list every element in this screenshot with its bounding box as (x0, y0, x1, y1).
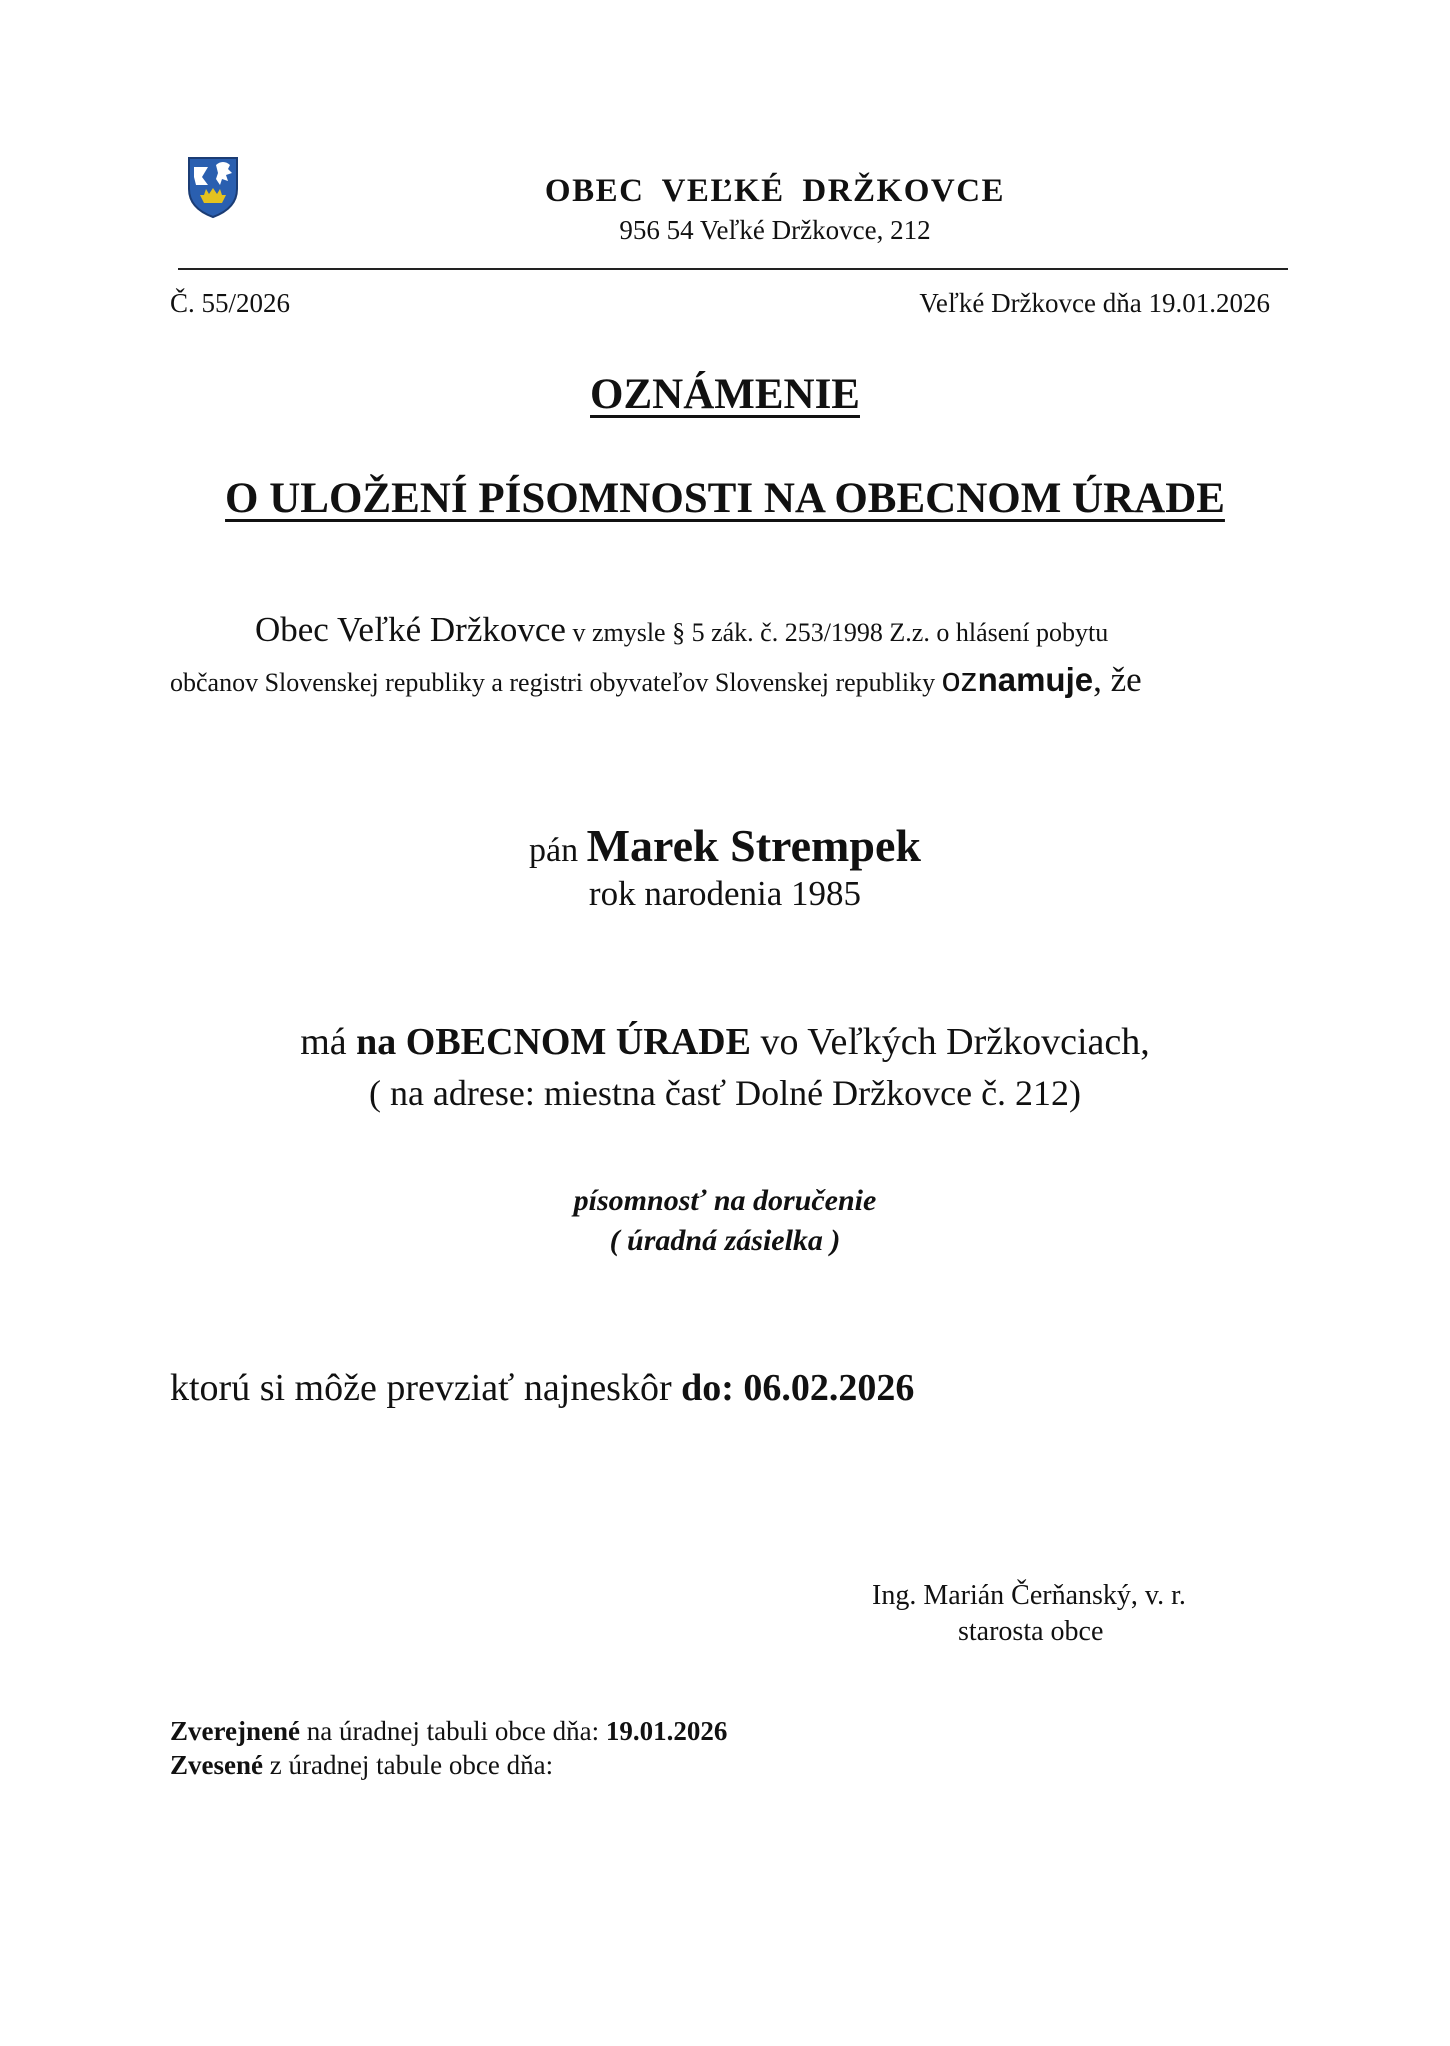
office-line-1-end: vo Veľkých Držkovciach, (750, 1021, 1150, 1063)
intro-verb-part-1: oz (941, 661, 978, 699)
birth-year: rok narodenia 1985 (588, 874, 862, 913)
intro-line-2 (170, 658, 1142, 709)
reference-number: Č. 55/2026 (170, 288, 291, 318)
intro-line-1 (255, 608, 1108, 659)
document-type: písomnosť na doručenie (573, 1184, 877, 1217)
header-divider (178, 268, 1288, 270)
place-date: Veľké Držkovce dňa 19.01.2026 (919, 288, 1270, 318)
document-title-text: OZNÁMENIE (590, 371, 860, 418)
removed-label: Zvesené (170, 1750, 263, 1780)
removed-text: z úradnej tabule obce dňa: (262, 1750, 554, 1780)
signatory-name: Ing. Marián Čerňanský, v. r. (872, 1580, 1186, 1611)
removed-line (170, 1748, 553, 1782)
pickup-deadline-text: ktorú si môže prevziať najneskôr (170, 1367, 682, 1409)
office-line-1 (0, 1018, 1450, 1066)
document-title (0, 368, 1450, 422)
published-text: na úradnej tabuli obce dňa: (299, 1716, 606, 1746)
office-line-1-start: má (300, 1021, 357, 1063)
intro-line-1-rest: v zmysle § 5 zák. č. 253/1998 Z.z. o hlásení pobytu (565, 618, 1109, 647)
intro-subject: Obec Veľké Držkovce (255, 610, 566, 649)
document-subtitle-text: O ULOŽENÍ PÍSOMNOSTI NA OBECNOM ÚRADE (225, 475, 1225, 522)
published-date: 19.01.2026 (605, 1716, 728, 1746)
addressee-name: Marek Strempek (586, 820, 921, 871)
pickup-deadline (170, 1364, 914, 1412)
document-subtitle (0, 472, 1450, 526)
municipality-address: 956 54 Veľké Držkovce, 212 (619, 215, 931, 245)
signatory-role: starosta obce (958, 1616, 1104, 1647)
intro-verb-part-2: namuje (977, 661, 1094, 698)
addressee-prefix: pán (529, 832, 587, 869)
document-type-note: ( úradná zásielka ) (609, 1224, 841, 1257)
office-line-1-bold: na OBECNOM ÚRADE (356, 1021, 751, 1063)
published-label: Zverejnené (170, 1716, 300, 1746)
municipality-name: OBEC VEĽKÉ DRŽKOVCE (544, 173, 1006, 209)
intro-line-2-text: občanov Slovenskej republiky a registri obyvateľov Slovenskej republiky (170, 668, 942, 697)
office-address: ( na adrese: miestna časť Dolné Držkovce č. 212) (368, 1073, 1082, 1113)
pickup-deadline-date: do: 06.02.2026 (681, 1367, 915, 1409)
published-line (170, 1714, 727, 1748)
intro-verb-part-3: , že (1093, 660, 1142, 699)
